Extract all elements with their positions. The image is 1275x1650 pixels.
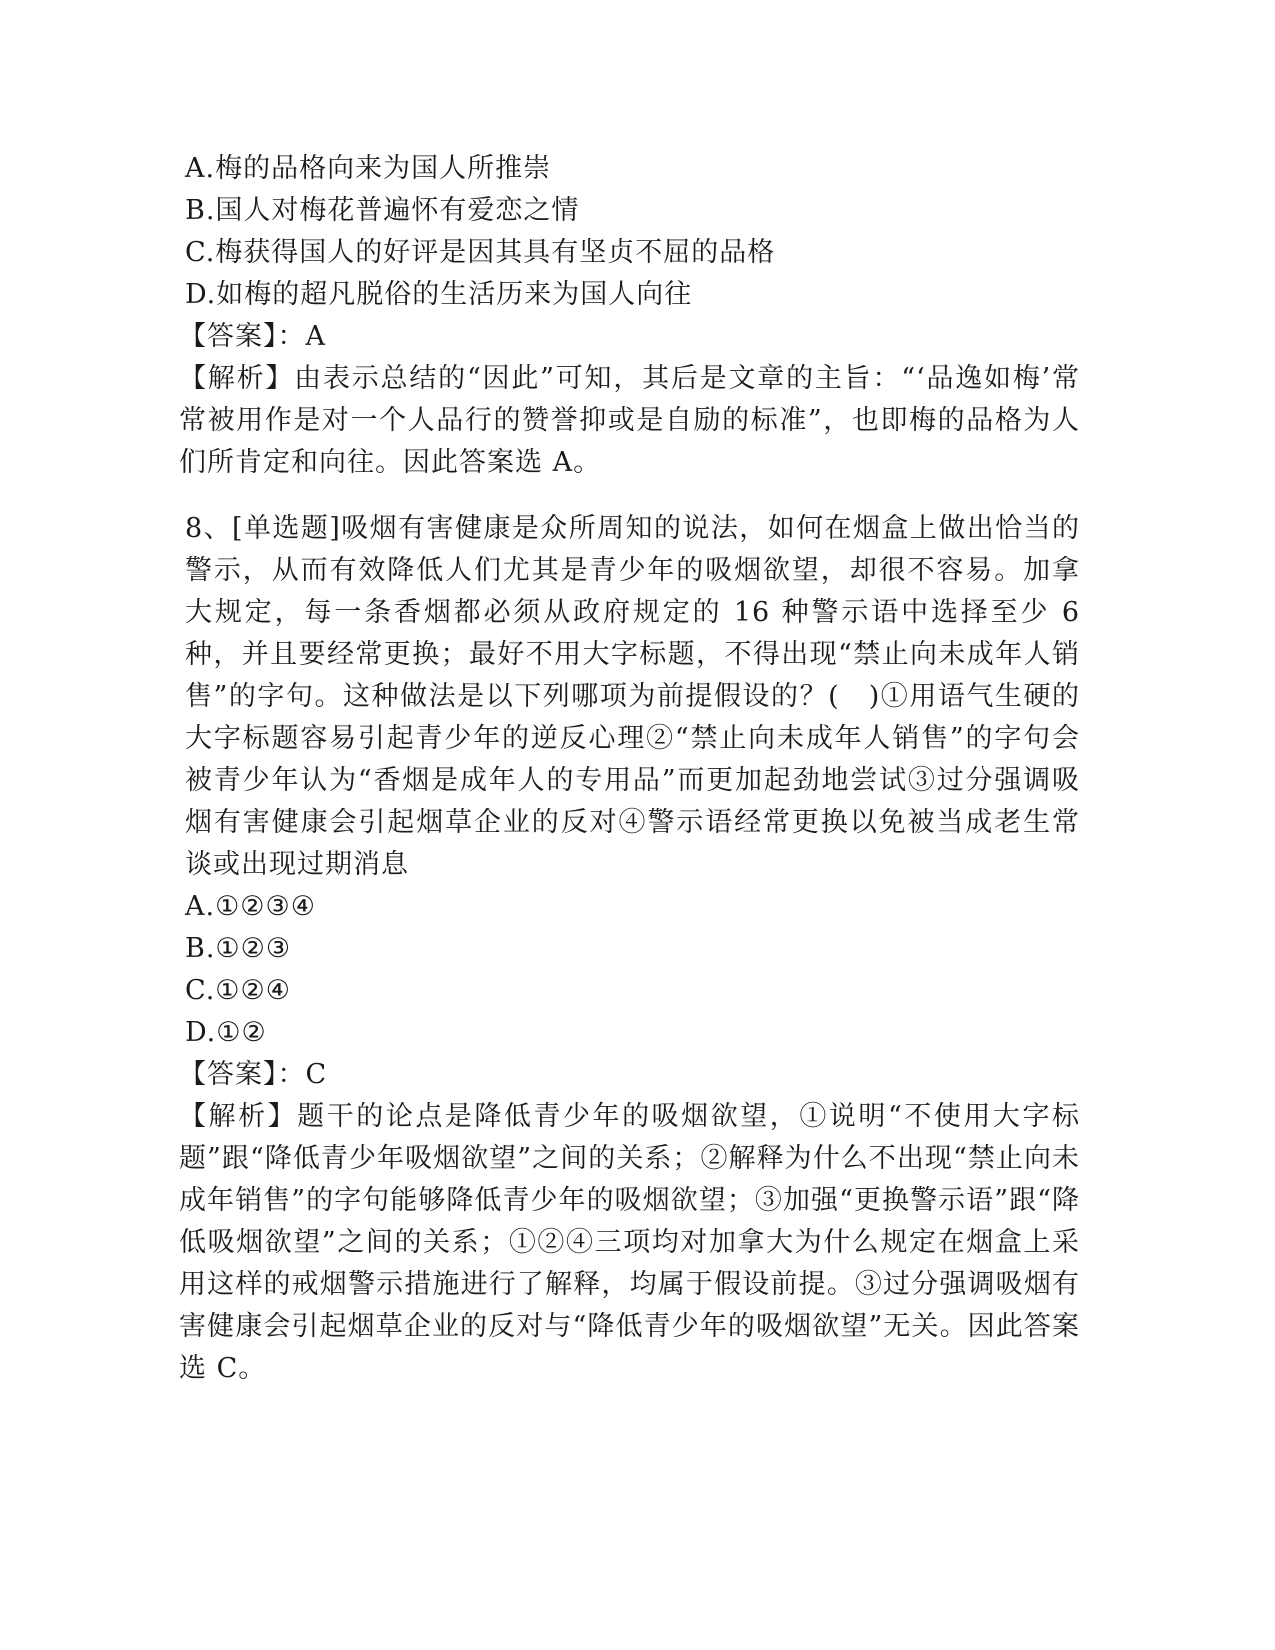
q8-option-d: D.①② [185, 1017, 267, 1048]
q8-answer: 【答案】：C [179, 1059, 328, 1090]
document-page [179, 148, 1080, 1390]
q8-option-a: A.①②③④ [185, 891, 316, 922]
option-a: A.梅的品格向来为国人所推崇 [185, 153, 552, 184]
question-8-stem: 8、[单选题]吸烟有害健康是众所周知的说法，如何在烟盒上做出恰当的警示，从而有效降低人们尤其是青少年的吸烟欲望，却很不容易。加拿大规定，每一条香烟都必须从政府规定的 16 种警示语中选择至少 6 种，并且要经常更换；最好不用大字标题，不得出现“禁止向未成年人销售”的字句。这种做法是以下列哪项为前提假设的？( )①用语气生硬的大字标题容易引起青少年的逆反心理②“禁止向未成年人销售”的字句会被青少年认为“香烟是成年人的专用品”而更加起劲地尝试③过分强调吸烟有害健康会引起烟草企业的反对④警示语经常更换以免被当成老生常谈或出现过期消息 [185, 513, 1080, 880]
option-c: C.梅获得国人的好评是因其具有坚贞不屈的品格 [185, 237, 776, 268]
q8-option-c: C.①②④ [185, 975, 291, 1006]
prev-answer: 【答案】：A [179, 321, 326, 352]
option-d: D.如梅的超凡脱俗的生活历来为国人向往 [185, 279, 693, 310]
question-8-options [185, 886, 1080, 1054]
option-b: B.国人对梅花普遍怀有爱恋之情 [185, 195, 580, 226]
prev-question-options [185, 148, 1080, 316]
section-gap [185, 484, 1080, 508]
q8-analysis: 【解析】题干的论点是降低青少年的吸烟欲望，①说明“不使用大字标题”跟“降低青少年吸烟欲望”之间的关系；②解释为什么不出现“禁止向未成年销售”的字句能够降低青少年的吸烟欲望；③加强“更换警示语”跟“降低吸烟欲望”之间的关系；①②④三项均对加拿大为什么规定在烟盒上采用这样的戒烟警示措施进行了解释，均属于假设前提。③过分强调吸烟有害健康会引起烟草企业的反对与“降低青少年的吸烟欲望”无关。因此答案选 C。 [179, 1101, 1080, 1384]
prev-analysis: 【解析】由表示总结的“因此”可知，其后是文章的主旨：“‘品逸如梅’常常被用作是对一个人品行的赞誉抑或是自励的标准”，也即梅的品格为人们所肯定和向往。因此答案选 A。 [179, 363, 1080, 478]
q8-option-b: B.①②③ [185, 933, 292, 964]
